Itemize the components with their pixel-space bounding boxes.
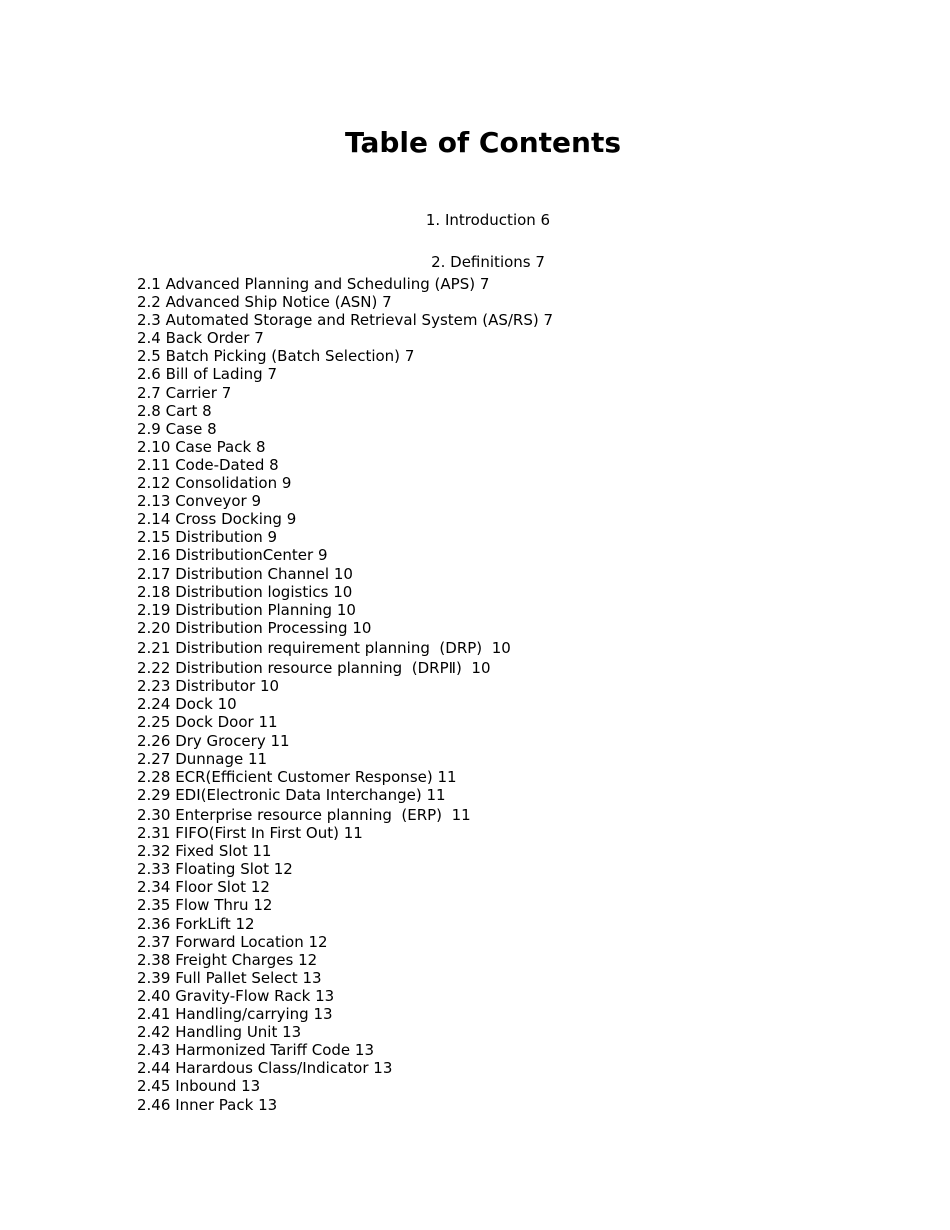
toc-entry-number: 2.23 [137, 677, 171, 696]
toc-entry-page-number: 11 [252, 842, 272, 861]
toc-entry-title: Forward Location [175, 932, 304, 951]
toc-entry-title: Enterprise resource planning (ERP) [175, 805, 447, 824]
toc-entry[interactable] [137, 1023, 553, 1041]
toc-entry-title: Dry Grocery [175, 731, 266, 750]
toc-entry[interactable] [137, 786, 553, 804]
toc-entry-page-number: 13 [373, 1059, 393, 1078]
toc-entry[interactable] [137, 474, 553, 492]
toc-entry-title: Case Pack [175, 437, 252, 456]
toc-entry-page-number: 11 [437, 767, 457, 786]
toc-entry-number: 2.12 [137, 474, 171, 493]
toc-entry[interactable] [137, 915, 553, 933]
toc-entry-number: 2.14 [137, 510, 171, 529]
toc-entry-title: Distribution resource planning (DRPⅡ) [175, 659, 467, 678]
toc-entry-title: Fixed Slot [175, 842, 248, 861]
toc-entry-page-number: 9 [286, 510, 297, 529]
toc-entry-title: Inbound [175, 1077, 237, 1096]
toc-entry[interactable] [137, 768, 553, 786]
toc-entry-page-number: 10 [259, 677, 280, 696]
toc-entry[interactable] [137, 713, 553, 731]
toc-entry-title: Cross Docking [175, 510, 282, 529]
toc-entry-number: 2.34 [137, 878, 171, 897]
toc-entry[interactable] [137, 987, 553, 1005]
toc-entry[interactable] [137, 546, 553, 564]
toc-entry-number: 2.7 [137, 383, 161, 402]
toc-entry-page-number: 9 [267, 528, 278, 547]
toc-entry-page-number: 13 [258, 1095, 278, 1114]
toc-entry[interactable] [137, 878, 553, 896]
toc-entry[interactable] [137, 329, 553, 347]
toc-entry-number: 2.27 [137, 749, 171, 768]
toc-entry-page-number: 11 [258, 713, 278, 732]
toc-entry-number: 2.17 [137, 564, 171, 583]
toc-entry[interactable] [137, 420, 553, 438]
toc-entry[interactable] [137, 933, 553, 951]
toc-entry[interactable] [137, 1059, 553, 1077]
toc-entry-number: 2.24 [137, 695, 171, 714]
toc-entry-title: Harmonized Tariff Code [175, 1041, 351, 1060]
toc-entry[interactable] [137, 860, 553, 878]
toc-entry-page-number: 12 [253, 896, 273, 915]
toc-entry-page-number: 8 [255, 437, 266, 456]
toc-entry-page-number: 7 [221, 383, 232, 402]
toc-entry-number: 2.33 [137, 860, 171, 879]
toc-entry[interactable] [137, 492, 553, 510]
toc-entry-number: 2.28 [137, 767, 171, 786]
toc-entry-number: 2.11 [137, 455, 171, 474]
toc-entry-page-number: 11 [343, 824, 363, 843]
toc-entry[interactable] [137, 347, 553, 365]
toc-entry[interactable] [137, 951, 553, 969]
toc-entry-number: 2.25 [137, 713, 171, 732]
toc-entry[interactable] [137, 732, 553, 750]
toc-entry-title: Handling Unit [175, 1023, 278, 1042]
toc-entry-page-number: 12 [235, 914, 255, 933]
toc-entry-number: 2.20 [137, 618, 171, 637]
toc-entry-page-number: 12 [250, 878, 270, 897]
toc-entry-title: Dunnage [175, 749, 244, 768]
toc-entry-number: 2.30 [137, 805, 171, 824]
toc-entry-number: 2.32 [137, 842, 171, 861]
toc-entry-page-number: 10 [336, 600, 356, 619]
toc-entry-page-number: 9 [251, 492, 261, 511]
toc-entry-page-number: 11 [270, 731, 290, 750]
toc-entry-page-number: 13 [354, 1041, 375, 1060]
toc-entry-page-number: 8 [207, 419, 217, 438]
toc-entry-title: Full Pallet Select [175, 968, 298, 987]
toc-entry-page-number: 13 [241, 1077, 261, 1096]
toc-entry[interactable] [137, 311, 553, 329]
toc-entry[interactable] [137, 677, 553, 695]
toc-entry-number: 2.44 [137, 1059, 171, 1078]
toc-entry-title: Distribution logistics [175, 582, 329, 601]
toc-entry[interactable] [137, 1077, 553, 1095]
toc-entry-number: 2.39 [137, 968, 171, 987]
toc-entry-number: 2.22 [137, 659, 171, 678]
toc-entry-number: 2.36 [137, 914, 171, 933]
toc-entry-title: Distribution Channel [175, 564, 330, 583]
toc-entry-title: Harardous Class/Indicator [175, 1059, 369, 1078]
toc-entry-number: 2.31 [137, 824, 171, 843]
toc-entry-number: 2.26 [137, 731, 171, 750]
toc-entry-title: Distribution [175, 528, 263, 547]
toc-entry-page-number: 13 [302, 968, 322, 987]
toc-entry-title: Automated Storage and Retrieval System (AS/RS) [165, 311, 539, 330]
toc-entry[interactable] [137, 896, 553, 914]
toc-entry-title: Floor Slot [175, 878, 247, 897]
toc-entry[interactable] [137, 750, 553, 768]
toc-entry-number: 2.42 [137, 1023, 171, 1042]
toc-entry-title: Cart [165, 401, 198, 420]
toc-entry-number: 2.10 [137, 437, 171, 456]
toc-entry[interactable] [137, 824, 553, 842]
toc-entry-page-number: 10 [217, 695, 237, 714]
toc-entry-title: Gravity-Flow Rack [175, 986, 311, 1005]
toc-entry-page-number: 7 [267, 365, 278, 384]
toc-entry-title: Flow Thru [175, 896, 249, 915]
toc-entry[interactable] [137, 438, 553, 456]
toc-entry-page-number: 10 [333, 582, 353, 601]
toc-entry-page-number: 10 [471, 659, 491, 678]
toc-entry-number: 2.21 [137, 638, 171, 657]
toc-entry-title: ECR(Efficient Customer Response) [175, 767, 433, 786]
toc-entry-title: FIFO(First In First Out) [175, 824, 339, 843]
toc-entry-number: 2.5 [137, 347, 161, 366]
toc-section-introduction[interactable]: 1. Introduction 6 [425, 211, 551, 229]
toc-entry-page-number: 10 [491, 638, 511, 657]
toc-entry-page-number: 11 [451, 805, 471, 824]
toc-entry-title: Advanced Ship Notice (ASN) [165, 293, 378, 312]
toc-entry-title: EDI(Electronic Data Interchange) [175, 785, 422, 804]
toc-entry-number: 2.3 [137, 311, 161, 330]
toc-entry-number: 2.38 [137, 950, 171, 969]
toc-entry-page-number: 11 [247, 749, 268, 768]
toc-entry-number: 2.6 [137, 365, 161, 384]
toc-entry[interactable] [137, 583, 553, 601]
toc-entry-number: 2.8 [137, 401, 161, 420]
toc-entry-number: 2.2 [137, 293, 161, 312]
toc-entry[interactable] [137, 1041, 553, 1059]
toc-entry-number: 2.35 [137, 896, 171, 915]
toc-entry-title: Advanced Planning and Scheduling (APS) [165, 275, 476, 293]
toc-entry-title: Distribution requirement planning (DRP) [175, 638, 487, 657]
toc-entry-number: 2.1 [137, 275, 161, 293]
toc-entry-title: ForkLift [175, 914, 231, 933]
toc-entry-title: DistributionCenter [175, 546, 314, 565]
toc-entry-number: 2.4 [137, 329, 161, 348]
toc-entry-page-number: 9 [317, 546, 328, 565]
toc-entry-number: 2.41 [137, 1005, 171, 1024]
toc-entry-page-number: 7 [382, 293, 392, 312]
toc-entry-number: 2.15 [137, 528, 171, 547]
toc-entry-page-number: 10 [352, 618, 372, 637]
toc-entry-title: Distribution Planning [175, 600, 333, 619]
toc-entry-page-number: 10 [333, 564, 353, 583]
toc-entry-list [137, 275, 553, 1114]
toc-entry-title: Case [165, 419, 203, 438]
toc-entry-page-number: 13 [313, 1005, 333, 1024]
toc-entry-title: Code-Dated [175, 455, 265, 474]
toc-entry[interactable] [137, 969, 553, 987]
toc-entry-page-number: 8 [202, 401, 212, 420]
toc-entry-number: 2.19 [137, 600, 171, 619]
toc-entry-page-number: 7 [254, 329, 264, 348]
toc-entry-title: Distribution Processing [175, 618, 348, 637]
toc-entry[interactable] [137, 456, 553, 474]
page-title: Table of Contents [344, 126, 621, 159]
toc-entry-page-number: 13 [315, 986, 335, 1005]
toc-entry-title: Handling/carrying [175, 1005, 309, 1024]
toc-entry-title: Dock [175, 695, 213, 714]
toc-entry[interactable] [137, 528, 553, 546]
toc-entry-number: 2.46 [137, 1095, 171, 1114]
toc-entry[interactable] [137, 565, 553, 583]
toc-entry[interactable] [137, 695, 553, 713]
toc-entry[interactable] [137, 1005, 553, 1023]
toc-entry-page-number: 11 [426, 785, 446, 804]
toc-entry-page-number: 13 [282, 1023, 302, 1042]
toc-entry-title: Freight Charges [175, 950, 294, 969]
toc-entry[interactable] [137, 510, 553, 528]
toc-entry-title: Consolidation [175, 474, 278, 493]
toc-entry[interactable] [137, 842, 553, 860]
toc-entry[interactable] [137, 804, 553, 824]
toc-entry-number: 2.43 [137, 1041, 171, 1060]
toc-entry-page-number: 7 [404, 347, 415, 366]
toc-entry-page-number: 8 [269, 455, 279, 474]
toc-entry-title: Back Order [165, 329, 250, 348]
toc-entry-title: Batch Picking (Batch Selection) [165, 347, 401, 366]
toc-entry-page-number: 9 [281, 474, 292, 493]
toc-entry-title: Floating Slot [175, 860, 269, 879]
toc-entry-number: 2.37 [137, 932, 171, 951]
toc-entry-page-number: 12 [308, 932, 328, 951]
toc-entry-number: 2.29 [137, 785, 171, 804]
toc-entry-title: Conveyor [175, 492, 247, 511]
toc-entry[interactable] [137, 657, 553, 677]
toc-entry[interactable] [137, 365, 553, 383]
toc-entry-page-number: 12 [298, 950, 318, 969]
toc-entry[interactable] [137, 1096, 553, 1114]
toc-entry-page-number: 7 [543, 311, 554, 330]
toc-entry[interactable] [137, 637, 553, 657]
toc-entry-title: Inner Pack [175, 1095, 254, 1114]
toc-entry-number: 2.16 [137, 546, 171, 565]
toc-entry[interactable] [137, 275, 553, 293]
toc-entry-number: 2.18 [137, 582, 171, 601]
toc-entry-title: Dock Door [175, 713, 254, 732]
toc-entry-page-number: 12 [273, 860, 293, 879]
toc-entry[interactable] [137, 619, 553, 637]
toc-entry[interactable] [137, 293, 553, 311]
toc-entry-number: 2.45 [137, 1077, 171, 1096]
toc-entry-page-number: 7 [479, 275, 490, 293]
toc-entry-title: Carrier [165, 383, 217, 402]
toc-entry-title: Distributor [175, 677, 256, 696]
toc-entry[interactable] [137, 601, 553, 619]
toc-entry-number: 2.40 [137, 986, 171, 1005]
toc-entry-number: 2.9 [137, 419, 161, 438]
toc-section-definitions[interactable]: 2. Definitions 7 [431, 253, 545, 271]
toc-entry-number: 2.13 [137, 492, 171, 511]
toc-entry[interactable] [137, 402, 553, 420]
toc-entry-title: Bill of Lading [165, 365, 263, 384]
toc-entry[interactable] [137, 384, 553, 402]
